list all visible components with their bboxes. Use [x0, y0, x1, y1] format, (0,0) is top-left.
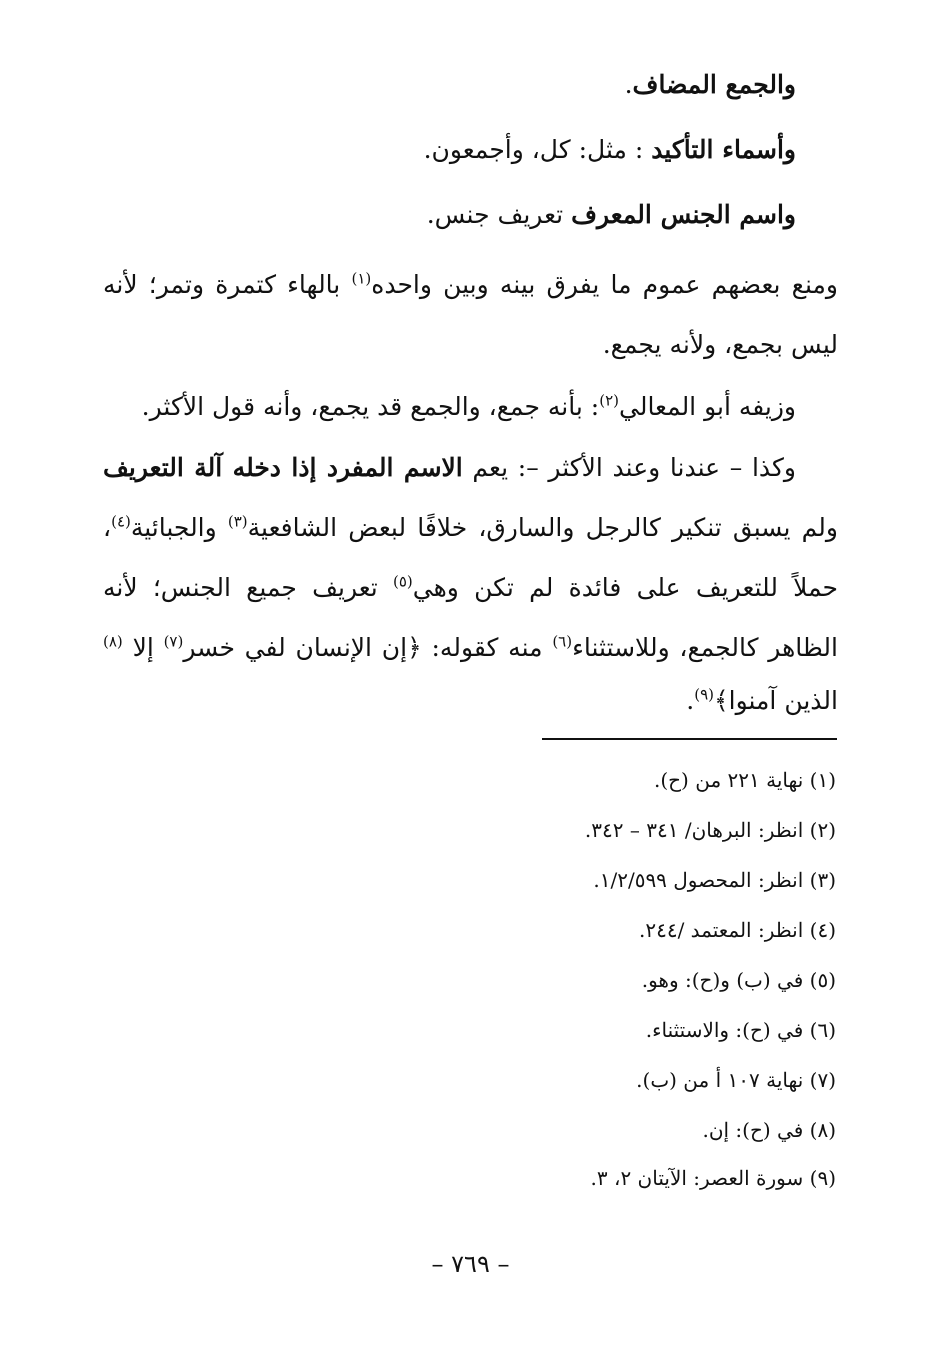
term-definite-genus: واسم الجنس المعرف	[571, 200, 796, 229]
footnote-separator	[542, 738, 837, 740]
footnote-8: (٨) في (ح): إن.	[702, 1118, 836, 1142]
footnote-ref-8[interactable]: (٨)	[103, 632, 123, 651]
footnote-ref-3[interactable]: (٣)	[227, 512, 248, 531]
footnote-5: (٥) في (ب) و(ح): وهو.	[641, 968, 836, 992]
footnote-ref-5[interactable]: (٥)	[393, 572, 413, 591]
footnote-9: (٩) سورة العصر: الآيتان ٢، ٣.	[590, 1166, 836, 1190]
paragraph-1-line-1: ومنع بعضهم عموم ما يفرق بينه وبين واحده$^{(١)}$ بالهاء كتمرة وتمر؛ لأنه	[103, 269, 838, 299]
footnote-ref-7[interactable]: (٧)	[163, 632, 184, 651]
page-number: – ٧٦٩ –	[431, 1250, 510, 1278]
line-1: والجمع المضاف.	[624, 70, 796, 99]
footnote-7: (٧) نهاية ١٠٧ أ من (ب).	[636, 1068, 836, 1092]
footnote-ref-6[interactable]: (٦)	[552, 632, 573, 651]
footnote-6: (٦) في (ح): والاستثناء.	[645, 1018, 836, 1042]
paragraph-3-line-4: الظاهر كالجمع، وللاستثناء$^{(٦)}$ منه كقوله: ﴿إن الإنسان لفي خسر$^{(٧)}$ إلا $^{(٨)}$	[103, 632, 838, 662]
paragraph-3-line-1: وكذا – عندنا وعند الأكثر –: يعم الاسم المفرد إذا دخله آلة التعريف	[103, 453, 796, 482]
paragraph-3-line-5: الذين آمنوا﴾$^{(٩)}$.	[686, 685, 838, 715]
line-3: واسم الجنس المعرف تعريف جنس.	[426, 200, 796, 229]
paragraph-2: وزيفه أبو المعالي$^{(٢)}$: بأنه جمع، والجمع قد يجمع، وأنه قول الأكثر.	[141, 391, 796, 421]
term-singular-noun: الاسم المفرد إذا دخله آلة التعريف	[103, 453, 463, 482]
footnote-4: (٤) انظر: المعتمد /٢٤٤.	[638, 918, 836, 942]
paragraph-3-line-3: حملاً للتعريف على فائدة لم تكن وهي$^{(٥)}$ تعريف جميع الجنس؛ لأنه	[103, 572, 838, 602]
term-emphasis-words: وأسماء التأكيد	[651, 135, 796, 164]
footnote-2: (٢) انظر: البرهان/ ٣٤١ – ٣٤٢.	[584, 818, 836, 842]
footnote-ref-2[interactable]: (٢)	[599, 391, 619, 410]
term-plural-construct: والجمع المضاف	[632, 70, 796, 99]
footnote-3: (٣) انظر: المحصول ١/٢/٥٩٩.	[593, 868, 836, 892]
footnote-ref-4[interactable]: (٤)	[111, 512, 131, 531]
footnote-ref-9[interactable]: (٩)	[694, 685, 714, 704]
line-2: وأسماء التأكيد : مثل: كل، وأجمعون.	[423, 135, 796, 164]
paragraph-1-line-2: ليس بجمع، ولأنه يجمع.	[602, 330, 838, 359]
footnote-ref-1[interactable]: (١)	[351, 269, 372, 288]
footnote-1: (١) نهاية ٢٢١ من (ح).	[653, 768, 836, 792]
paragraph-3-line-2: ولم يسبق تنكير كالرجل والسارق، خلافًا لبعض الشافعية$^{(٣)}$ والجبائية$^{(٤)}$،	[103, 512, 838, 542]
